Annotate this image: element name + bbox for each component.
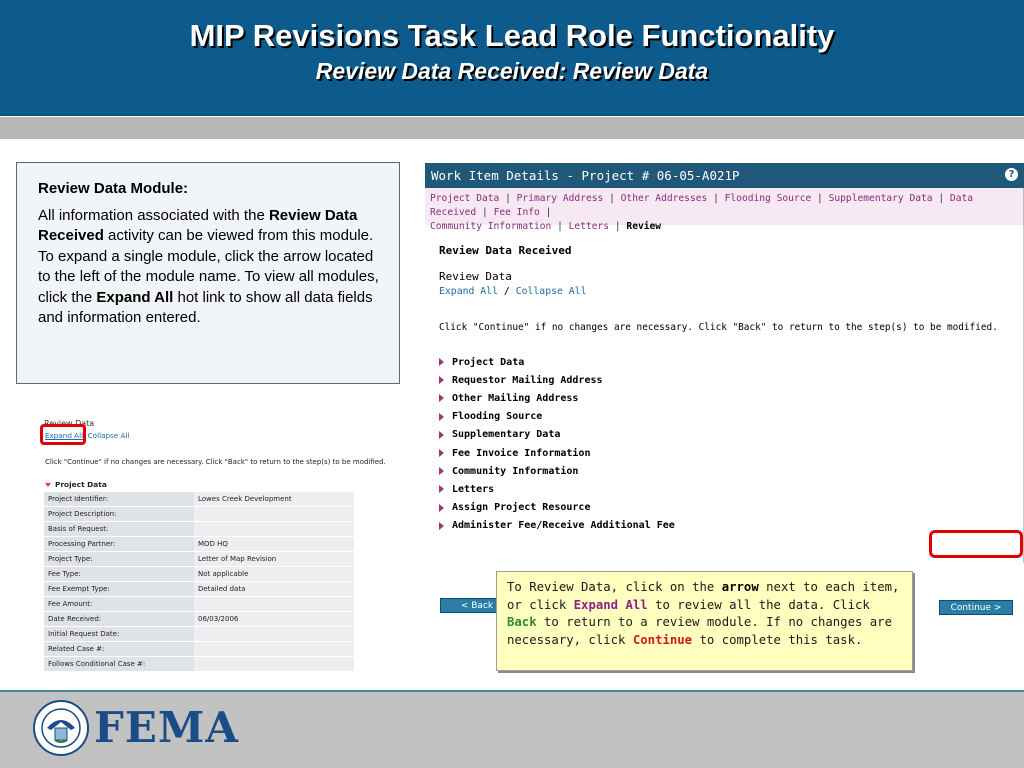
fema-logo: FEMA bbox=[94, 703, 239, 752]
continue-highlight-box bbox=[929, 530, 1023, 558]
instruction-text: Click "Continue" if no changes are necessary. Click "Back" to return to the step(s) to be modified. bbox=[439, 322, 998, 333]
table-row bbox=[44, 492, 354, 507]
nav-separator: | bbox=[557, 221, 563, 232]
nav-separator: | bbox=[545, 207, 552, 218]
module-fee-invoice-information[interactable] bbox=[439, 444, 675, 462]
table-row bbox=[44, 612, 354, 627]
info-heading: Review Data Module: bbox=[38, 180, 189, 197]
nav-fee-info[interactable]: Fee Info bbox=[493, 207, 540, 218]
callout-keyword-arrow: arrow bbox=[721, 580, 759, 594]
callout-keyword-expand-all: Expand All bbox=[573, 597, 648, 612]
table-row bbox=[44, 597, 354, 612]
info-text-part: hot link to show all data fields and information entered. bbox=[38, 288, 373, 326]
nav-review-current: Review bbox=[626, 221, 662, 232]
expand-arrow-icon[interactable] bbox=[439, 394, 444, 402]
module-label: Community Information bbox=[452, 465, 579, 477]
work-item-nav bbox=[425, 188, 1024, 232]
row-value: Not applicable bbox=[194, 567, 354, 582]
module-administer-fee[interactable] bbox=[439, 517, 675, 535]
expand-arrow-icon[interactable] bbox=[439, 504, 444, 512]
module-label: Requestor Mailing Address bbox=[452, 374, 603, 386]
nav-community-information[interactable]: Community Information bbox=[430, 221, 552, 232]
module-other-mailing-address[interactable] bbox=[439, 389, 675, 407]
expand-arrow-icon[interactable] bbox=[439, 376, 444, 384]
mini-review-data: Review Data bbox=[44, 419, 95, 428]
nav-separator: | bbox=[614, 221, 621, 232]
expand-arrow-icon[interactable] bbox=[439, 485, 444, 493]
nav-separator: | bbox=[505, 193, 511, 204]
row-label: Project Description: bbox=[44, 507, 194, 522]
row-label: Processing Partner: bbox=[44, 537, 194, 552]
callout-text: next to each item, or click bbox=[507, 580, 900, 612]
table-row bbox=[44, 537, 354, 552]
callout-text: to complete this task. bbox=[692, 632, 863, 647]
row-value: Lowes Creek Development bbox=[194, 492, 354, 507]
row-label: Project Type: bbox=[44, 552, 194, 567]
row-value bbox=[194, 627, 354, 642]
nav-separator: | bbox=[482, 207, 488, 218]
row-label: Project Identifier: bbox=[44, 492, 194, 507]
row-label: Related Case #: bbox=[44, 642, 194, 657]
project-data-table bbox=[44, 492, 354, 672]
nav-supplementary-data[interactable]: Supplementary Data bbox=[828, 193, 933, 204]
module-requestor-mailing-address[interactable] bbox=[439, 371, 675, 389]
row-value: Letter of Map Revision bbox=[194, 552, 354, 567]
expand-all-highlight-box bbox=[40, 424, 86, 445]
row-value bbox=[194, 657, 354, 672]
row-value bbox=[194, 507, 354, 522]
info-text-part: All information associated with the bbox=[38, 206, 269, 224]
expand-arrow-icon[interactable] bbox=[439, 431, 444, 439]
module-project-data[interactable] bbox=[439, 353, 675, 371]
row-value bbox=[194, 597, 354, 612]
row-value: Detailed data bbox=[194, 582, 354, 597]
sub-title: Review Data bbox=[439, 270, 512, 283]
table-row bbox=[44, 522, 354, 537]
link-separator: / bbox=[503, 286, 510, 297]
module-label: Fee Invoice Information bbox=[452, 447, 591, 459]
expand-arrow-icon[interactable] bbox=[439, 358, 444, 366]
mini-project-data-label: Project Data bbox=[55, 480, 107, 489]
expand-arrow-icon[interactable] bbox=[439, 413, 444, 421]
row-value bbox=[194, 642, 354, 657]
callout-text: To Review Data, click on the bbox=[507, 580, 722, 594]
mini-expand-all-link[interactable]: Expand All bbox=[45, 431, 84, 440]
table-row bbox=[44, 642, 354, 657]
nav-data-received[interactable]: Data Received bbox=[430, 193, 974, 218]
module-label: Other Mailing Address bbox=[452, 392, 579, 404]
work-item-header bbox=[425, 163, 1024, 188]
row-label: Follows Conditional Case #: bbox=[44, 657, 194, 672]
nav-other-addresses[interactable]: Other Addresses bbox=[620, 193, 708, 204]
row-label: Fee Type: bbox=[44, 567, 194, 582]
nav-separator: | bbox=[609, 193, 615, 204]
info-text bbox=[38, 206, 381, 329]
mini-project-data-heading[interactable] bbox=[45, 480, 107, 489]
module-label: Assign Project Resource bbox=[452, 502, 591, 514]
help-icon[interactable]: ? bbox=[1005, 168, 1018, 181]
table-row bbox=[44, 582, 354, 597]
work-item-title: Work Item Details - Project # 06-05-A021P bbox=[431, 168, 740, 183]
mini-collapse-all-link[interactable]: Collapse All bbox=[87, 431, 130, 440]
row-label: Basis of Request: bbox=[44, 522, 194, 537]
table-row bbox=[44, 627, 354, 642]
module-community-information[interactable] bbox=[439, 462, 675, 480]
expand-arrow-icon[interactable] bbox=[439, 522, 444, 530]
mini-instruction: Click "Continue" if no changes are necessary. Click "Back" to return to the step(s) to be modified. bbox=[45, 458, 386, 466]
slide-subtitle: Review Data Received: Review Data bbox=[315, 58, 709, 84]
row-label: Fee Amount: bbox=[44, 597, 194, 612]
nav-letters[interactable]: Letters bbox=[568, 221, 610, 232]
nav-separator: | bbox=[938, 193, 945, 204]
row-label: Date Received: bbox=[44, 612, 194, 627]
collapse-arrow-icon[interactable] bbox=[45, 483, 51, 487]
info-text-part: activity can be viewed from this module. To expand a single module, click the arrow located to the left of the module name. To view all modules, click the bbox=[38, 227, 379, 306]
row-label: Fee Exempt Type: bbox=[44, 582, 194, 597]
callout-keyword-back: Back bbox=[507, 615, 537, 630]
module-label: Administer Fee/Receive Additional Fee bbox=[452, 520, 675, 532]
callout-text: to return to a review module. If no changes are necessary, click bbox=[507, 615, 892, 647]
info-bold-review-data-received: Review Data Received bbox=[38, 206, 358, 244]
expand-arrow-icon[interactable] bbox=[439, 467, 444, 475]
module-label: Flooding Source bbox=[452, 411, 543, 423]
module-flooding-source[interactable] bbox=[439, 408, 675, 426]
module-label: Project Data bbox=[452, 356, 525, 368]
slide-header bbox=[0, 0, 1024, 116]
nav-primary-address[interactable]: Primary Address bbox=[516, 193, 604, 204]
row-value: MOD HQ bbox=[194, 537, 354, 552]
nav-separator: | bbox=[817, 193, 823, 204]
dhs-seal-icon bbox=[33, 700, 89, 756]
expand-all-link[interactable]: Expand All bbox=[439, 286, 498, 297]
nav-flooding-source[interactable]: Flooding Source bbox=[724, 193, 812, 204]
module-supplementary-data[interactable] bbox=[439, 426, 675, 444]
row-value: 06/03/2006 bbox=[194, 612, 354, 627]
table-row bbox=[44, 657, 354, 672]
info-bold-expand-all: Expand All bbox=[96, 288, 174, 306]
continue-button[interactable]: Continue > bbox=[939, 600, 1013, 615]
module-letters[interactable] bbox=[439, 480, 675, 498]
header-divider-bar bbox=[0, 117, 1024, 139]
module-label: Supplementary Data bbox=[452, 429, 561, 441]
nav-project-data[interactable]: Project Data bbox=[430, 193, 500, 204]
table-row bbox=[44, 552, 354, 567]
callout-keyword-continue: Continue bbox=[632, 632, 693, 647]
table-row bbox=[44, 567, 354, 582]
table-row bbox=[44, 507, 354, 522]
callout-text: to review all the data. Click bbox=[647, 597, 870, 612]
nav-separator: | bbox=[713, 193, 719, 204]
module-list bbox=[439, 353, 675, 535]
slide-title: MIP Revisions Task Lead Role Functionality bbox=[189, 18, 835, 53]
info-box bbox=[16, 162, 400, 384]
expand-arrow-icon[interactable] bbox=[439, 449, 444, 457]
expanded-example-screenshot bbox=[40, 414, 390, 679]
module-assign-project-resource[interactable] bbox=[439, 499, 675, 517]
module-label: Letters bbox=[452, 483, 495, 495]
expand-collapse-links bbox=[439, 286, 586, 297]
instruction-callout bbox=[496, 571, 913, 671]
back-button[interactable]: < Back bbox=[440, 598, 514, 613]
row-label: Initial Request Date: bbox=[44, 627, 194, 642]
section-title: Review Data Received bbox=[439, 244, 572, 257]
collapse-all-link[interactable]: Collapse All bbox=[515, 286, 587, 297]
row-value bbox=[194, 522, 354, 537]
